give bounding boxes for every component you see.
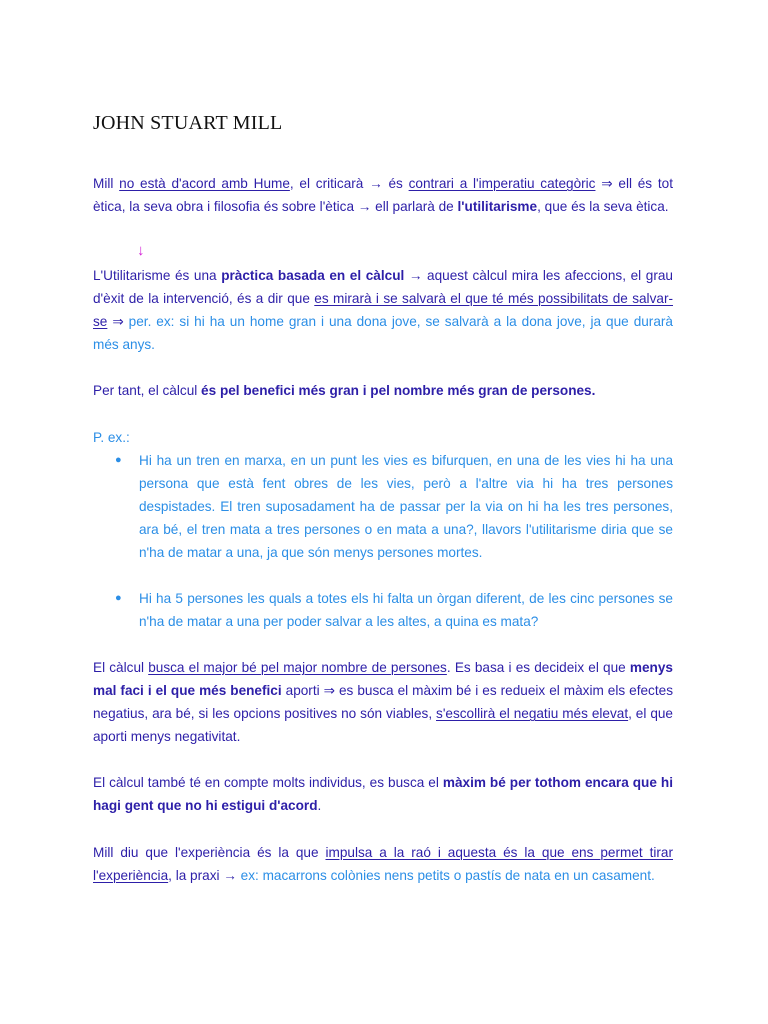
example-list (93, 449, 673, 633)
example-label: P. ex.: (93, 430, 130, 445)
bold-text: màxim bé per tothom encara que hi hagi gent que no hi estigui d'acord (93, 775, 673, 813)
list-item (93, 449, 673, 564)
text-run: L'Utilitarisme és una (93, 268, 222, 283)
paragraph-calcul (93, 656, 673, 748)
list-item-text: Hi ha un tren en marxa, en un punt les vies es bifurquen, en una de les vies hi ha una persona que està fent obres de les vies, però a l'altre via hi ha tres persones despistades. El tren suposadament ha de passar per la via on hi ha les tres persones, ara bé, el tren mata a tres persones o en mata a una?, llavors l'utilitarisme diria que se n'ha de matar a una, ja que són menys persones mortes. (139, 453, 673, 560)
underlined-text: no està d'acord amb Hume (119, 176, 290, 191)
example-text: ex: macarrons colònies nens petits o pastís de nata en un casament. (240, 868, 655, 883)
text-run: . Es basa i es decideix el que (446, 660, 630, 675)
underlined-text: s'escollirà el negatiu més elevat (436, 706, 629, 721)
text-run: El càlcul també té en compte molts individus, es busca el (93, 775, 443, 790)
text-run: , la praxi → (168, 868, 241, 883)
text-run: El càlcul (93, 660, 149, 675)
arrow-down-icon: ↓ (137, 242, 145, 259)
underlined-text: busca el major bé pel major nombre de persones (148, 660, 447, 675)
bold-text: l'utilitarisme (457, 199, 538, 214)
example-text: per. ex: si hi ha un home gran i una dona jove, se salvarà a la dona jove, ja que durarà més anys. (93, 314, 673, 352)
paragraph-individus (93, 771, 673, 817)
page-title: JOHN STUART MILL (93, 112, 283, 134)
underlined-text: impulsa a la raó i aquesta és la que ens permet tirar l'experiència (93, 845, 673, 883)
bold-text: és pel benefici més gran i pel nombre més gran de persones. (201, 383, 596, 398)
bold-text: pràctica basada en el càlcul (221, 268, 405, 283)
text-run: Mill (93, 176, 120, 191)
paragraph-hume (93, 172, 673, 218)
underlined-text: contrari a l'imperatiu categòric (408, 176, 596, 191)
underlined-text: es mirarà i se salvarà el que té més possibilitats de salvar-se (93, 291, 673, 329)
list-item (93, 587, 673, 633)
text-run: , que és la seva ètica. (537, 199, 669, 214)
text-run: Mill diu que l'experiència és la que (93, 845, 326, 860)
text-run: , el que aporti menys negativitat. (93, 706, 673, 744)
text-run: Per tant, el càlcul (93, 383, 202, 398)
text-run: ⇒ (107, 314, 129, 329)
text-run: aporti ⇒ es busca el màxim bé i es redueix el màxim els efectes negatius, ara bé, si les opcions positives no són viables, (93, 683, 673, 721)
paragraph-utilitarisme (93, 264, 673, 356)
text-run: . (317, 798, 322, 813)
text-run: ⇒ ell és tot ètica, la seva obra i filosofia és sobre l'ètica → ell parlarà de (93, 176, 673, 214)
text-run: → aquest càlcul mira les afeccions, el grau d'èxit de la intervenció, és a dir que (93, 268, 673, 306)
bullet-icon: ● (115, 454, 122, 466)
paragraph-per-tant (93, 379, 673, 402)
list-item-text: Hi ha 5 persones les quals a totes els hi falta un òrgan diferent, de les cinc persones se n'ha de matar a una per poder salvar a les altes, a quina es mata? (139, 591, 673, 629)
paragraph-experiencia (93, 841, 673, 887)
text-run: , el criticarà → és (289, 176, 409, 191)
bold-text: menys mal faci i el que més benefici (93, 660, 673, 698)
bullet-icon: ● (115, 592, 122, 604)
